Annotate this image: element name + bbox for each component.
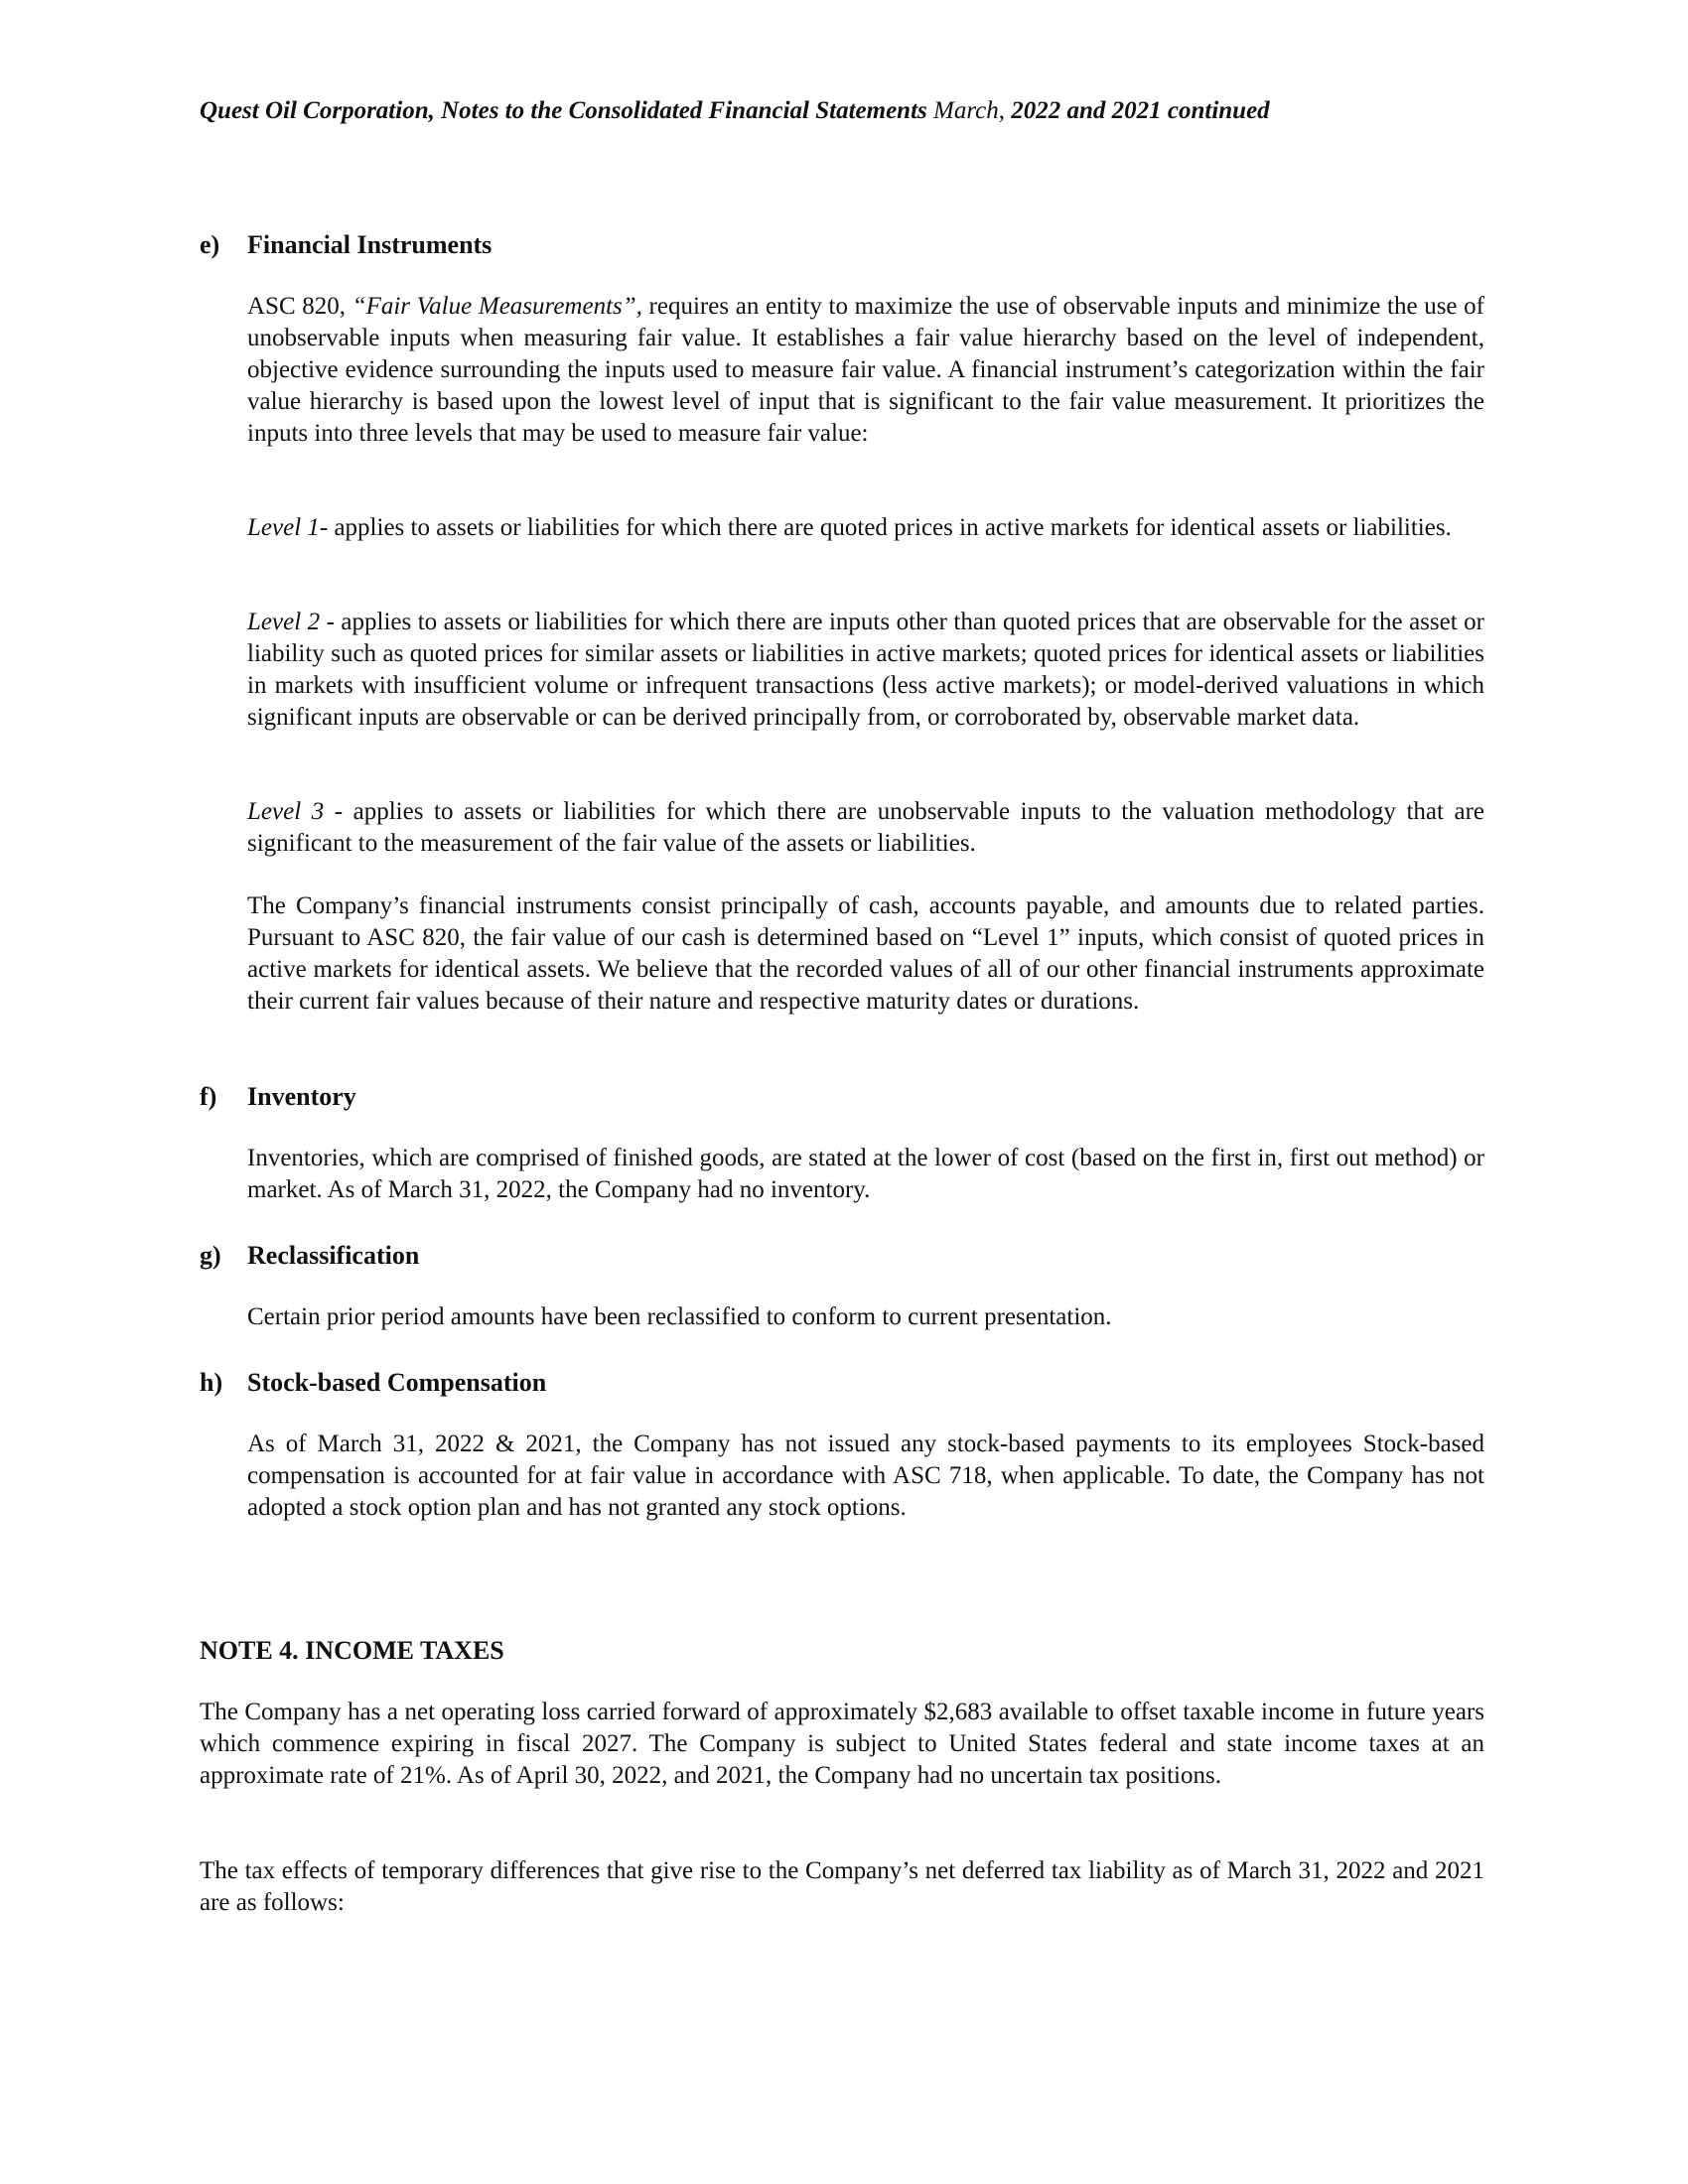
section-heading-h <box>200 1368 546 1398</box>
section-heading-e <box>200 230 492 260</box>
paragraph-reclassification: Certain prior period amounts have been reclassified to conform to current presentation. <box>247 1303 1112 1330</box>
paragraph-body: requires an entity to maximize the use of observable inputs and minimize the use of unobservable inputs when measuring fair value. It establishes a fair value hierarchy based on the level of independent, objective evidence surrounding the inputs used to measure fair value. A financial instrument’s categorization within the fair value hierarchy is based upon the lowest level of input that is significant to the fair value measurement. It prioritizes the inputs into three levels that may be used to measure fair value: <box>247 293 1484 447</box>
paragraph-asc820 <box>247 291 1484 450</box>
section-letter: g) <box>200 1241 221 1270</box>
level-text: - applies to assets or liabilities for which there are quoted prices in active markets for identical assets or liabilities. <box>319 514 1452 541</box>
paragraph-deferred-tax: The tax effects of temporary differences that give rise to the Company’s net deferred tax liability as of March 31, 2022 and 2021 are as follows: <box>200 1857 1484 1916</box>
section-letter: f) <box>200 1082 217 1111</box>
paragraph-italic-title: “Fair Value Measurements”, <box>352 293 642 320</box>
level-label: Level 3 <box>247 798 325 825</box>
paragraph-lead: ASC 820, <box>247 293 352 320</box>
section-title: Stock-based Compensation <box>247 1368 547 1397</box>
header-years: 2022 and 2021 continued <box>1011 97 1270 124</box>
level-text: - applies to assets or liabilities for which there are inputs other than quoted prices that are observable for the asset or liability such as quoted prices for similar assets or liabilities in active markets; quoted prices for identical assets or liabilities in markets with insufficient volume or infrequent transactions (less active markets); or model-derived valuations in which significant inputs are observable or can be derived principally from, or corroborated by, observable market data. <box>247 609 1484 731</box>
level-text: - applies to assets or liabilities for which there are unobservable inputs to the valuation methodology that are significant to the measurement of the fair value of the assets or liabilities. <box>247 798 1485 857</box>
note-4-title: NOTE 4. INCOME TAXES <box>200 1636 504 1665</box>
section-letter: e) <box>200 230 220 259</box>
paragraph-income-taxes: The Company has a net operating loss carried forward of approximately $2,683 available to offset taxable income in future years which commence expiring in fiscal 2027. The Company is subject to United States federal and state income taxes at an approximate rate of 21%. As of April 30, 2022, and 2021, the Company had no uncertain tax positions. <box>200 1699 1484 1789</box>
level-label: Level 2 <box>247 609 321 635</box>
paragraph-stock-compensation: As of March 31, 2022 & 2021, the Company has not issued any stock-based payments to its employees Stock-based compensation is accounted for at fair value in accordance with ASC 718, when applicable. To date, the Company has not adopted a stock option plan and has not granted any stock options. <box>247 1431 1484 1521</box>
section-letter: h) <box>200 1368 223 1397</box>
section-title: Financial Instruments <box>247 230 492 259</box>
paragraph-level-1 <box>247 512 1484 544</box>
paragraph-inventory: Inventories, which are comprised of finished goods, are stated at the lower of cost (based on the first in, first out method) or market. As of March 31, 2022, the Company had no inventory. <box>247 1145 1484 1203</box>
section-heading-g <box>200 1241 419 1271</box>
section-title: Reclassification <box>247 1241 420 1270</box>
section-title: Inventory <box>247 1082 356 1111</box>
page-header <box>200 97 1490 125</box>
header-period: March, <box>933 97 1005 124</box>
header-title: Quest Oil Corporation, Notes to the Consolidated Financial Statements <box>200 97 927 124</box>
paragraph-financial-instruments: The Company’s financial instruments consist principally of cash, accounts payable, and amounts due to related parties. Pursuant to ASC 820, the fair value of our cash is determined based on “Level 1” inputs, which consist of quoted prices in active markets for identical assets. We believe that the recorded values of all of our other financial instruments approximate their current fair values because of their nature and respective maturity dates or durations. <box>247 892 1484 1015</box>
paragraph-level-3 <box>247 796 1484 860</box>
section-heading-f <box>200 1082 356 1112</box>
paragraph-level-2 <box>247 607 1484 734</box>
level-label: Level 1 <box>247 514 320 541</box>
